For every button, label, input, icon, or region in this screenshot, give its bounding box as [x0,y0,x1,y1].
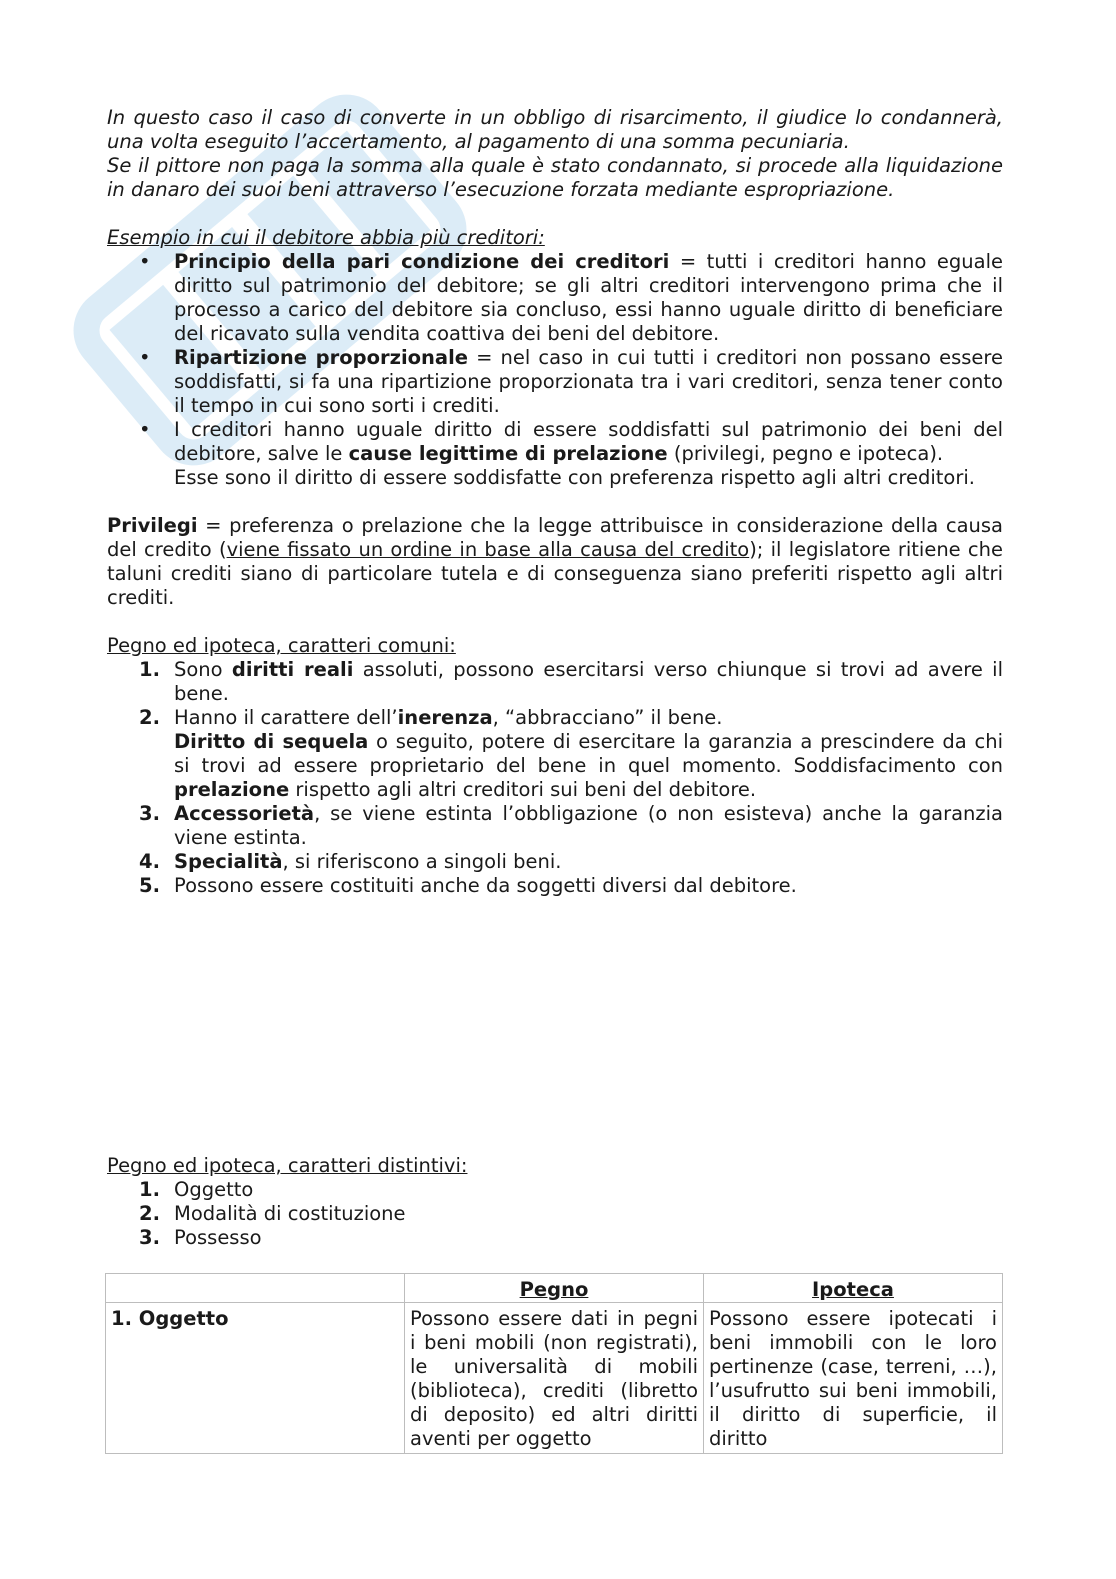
table-cell-empty [106,1274,405,1303]
comuni-list [107,658,1003,898]
paragraph-privilegi: Privilegi = preferenza o prelazione che la legge attribuisce in considerazione della causa del credito (viene fissato un ordine in base alla causa del credito); il legislatore ritiene che taluni crediti siano di particolare tutela e di conseguenza siano preferiti rispetto agli altri crediti. [107,514,1003,609]
list-item: 1. Sono diritti reali assoluti, possono esercitarsi verso chiunque si trovi ad avere il bene. [139,658,1004,705]
list-item: 2. Hanno il carattere dell’inerenza, “abbracciano” il bene. Diritto di sequela o seguito, potere di esercitare la garanzia a prescindere da chi si trovi ad essere proprietario del bene in quel momento. Soddisfacimento con prelazione rispetto agli altri creditori sui beni del debitore. [139,706,1003,801]
distintivi-heading: Pegno ed ipoteca, caratteri distintivi: [107,1154,468,1177]
table-cell-pegno: Possono essere dati in pegni i beni mobili (non registrati), le universalità di mobili (biblioteca), crediti (libretto di deposito) ed altri diritti aventi per oggetto [405,1303,704,1454]
comparison-table [105,1273,1003,1454]
paragraph-risarcimento: In questo caso il caso di converte in un obbligo di risarcimento, il giudice lo condannerà, una volta eseguito l’accertamento, al pagamento di una somma pecuniaria. [107,106,1003,153]
list-item: • I creditori hanno uguale diritto di essere soddisfatti sul patrimonio dei beni del debitore, salve le cause legittime di prelazione (privilegi, pegno e ipoteca). Esse sono il diritto di essere soddisfatte con preferenza rispetto agli altri creditori. [107,418,1003,490]
table-header-pegno: Pegno [405,1274,704,1303]
list-item: 3. Possesso [139,1226,262,1249]
distintivi-list [107,1178,1003,1250]
list-item: 4. Specialità, si riferiscono a singoli beni. [139,850,562,873]
table-cell-ipoteca: Possono essere ipotecati i beni immobili con le loro pertinenze (case, terreni, …), l’usufrutto sui beni immobili, il diritto di superficie, il diritto [704,1303,1003,1454]
list-item: 3. Accessorietà, se viene estinta l’obbligazione (o non esisteva) anche la garanzia viene estinta. [139,802,1003,849]
esempio-heading: Esempio in cui il debitore abbia più creditori: [107,226,545,249]
list-item: 2. Modalità di costituzione [139,1202,406,1225]
list-item: • Ripartizione proporzionale = nel caso in cui tutti i creditori non possano essere soddisfatti, si fa una ripartizione proporzionata tra i vari creditori, senza tener conto il tempo in cui sono sorti i crediti. [107,346,1003,418]
table-row [106,1274,1003,1303]
distintivi-section [107,1154,1003,1250]
table-header-ipoteca: Ipoteca [704,1274,1003,1303]
comuni-heading: Pegno ed ipoteca, caratteri comuni: [107,634,456,657]
creditori-list [107,250,1003,490]
table-cell-label: 1. Oggetto [106,1303,405,1454]
list-item: 1. Oggetto [139,1178,254,1201]
list-item: 5. Possono essere costituiti anche da soggetti diversi dal debitore. [139,874,797,897]
document-body [107,106,1003,898]
table-row [106,1303,1003,1454]
paragraph-pittore: Se il pittore non paga la somma alla quale è stato condannato, si procede alla liquidazione in danaro dei suoi beni attraverso l’esecuzione forzata mediante espropriazione. [107,154,1003,201]
list-item: • Principio della pari condizione dei creditori = tutti i creditori hanno eguale diritto sul patrimonio del debitore; se gli altri creditori intervengono prima che il processo a carico del debitore sia concluso, essi hanno uguale diritto di beneficiare del ricavato sulla vendita coattiva dei beni del debitore. [107,250,1003,346]
